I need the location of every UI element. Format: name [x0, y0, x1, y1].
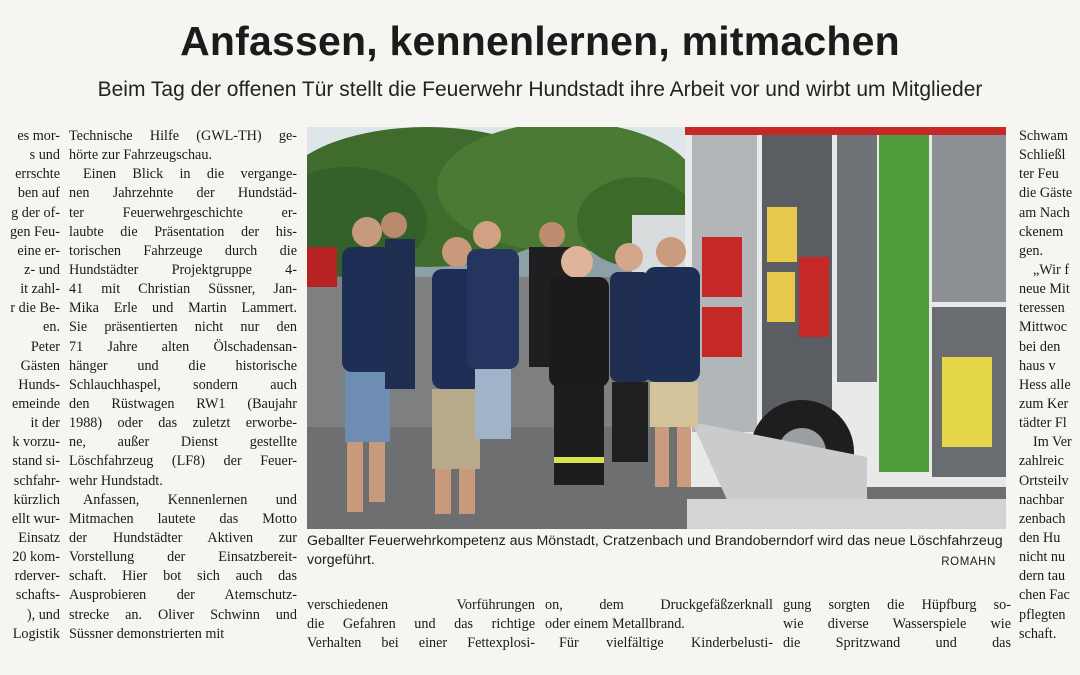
text-line: 1988) oder das zuletzt erworbe-	[69, 415, 297, 432]
text-line: Sie präsentierten nicht nur den	[69, 319, 297, 336]
text-line: schafts-	[15, 587, 60, 604]
text-line: gen.	[1019, 242, 1044, 259]
text-line: es mor-	[17, 128, 60, 144]
main-text-column	[69, 127, 297, 644]
firefighters-photo	[307, 127, 1006, 529]
bottom-column-2	[545, 596, 773, 653]
text-line: teressen	[1019, 300, 1065, 317]
text-line: nicht nu	[1019, 549, 1066, 566]
text-line: oder einem Metallbrand.	[545, 616, 685, 633]
text-line: ter Feuerwehrgeschichte er-	[69, 204, 297, 221]
text-line: gung sorgten die Hüpfburg so-	[783, 597, 1011, 613]
text-line: Schließl	[1019, 147, 1066, 164]
bottom-column-3	[783, 596, 1011, 653]
text-line: zenbach	[1019, 510, 1066, 527]
headline: Anfassen, kennenlernen, mitmachen	[180, 18, 900, 64]
text-line: g der of-	[11, 204, 60, 221]
caption-text: Geballter Feuerwehrkompetenz aus Mönstadt, Cratzenbach und Brandoberndorf wird das neue Löschfahrzeug vorgeführt.	[307, 533, 1003, 568]
text-line: Einsatz	[18, 529, 60, 546]
text-line: Hundstädter Projektgruppe 4-	[69, 261, 297, 278]
text-line: nachbar	[1019, 491, 1064, 508]
text-line: den Hu	[1019, 529, 1061, 546]
text-line: die Gefahren und das richtige	[307, 616, 535, 633]
text-line: Ausprobieren der Atemschutz-	[69, 587, 297, 604]
text-line: pflegten	[1019, 606, 1066, 623]
text-line: it der	[30, 415, 60, 432]
article-photo	[307, 127, 1006, 529]
text-line: r die Be-	[10, 300, 60, 317]
text-line: ter Feu	[1019, 166, 1059, 183]
text-line: Gästen	[20, 357, 60, 374]
photo-credit: ROMAHN	[941, 556, 996, 568]
text-line: Vorstellung der Einsatzbereit-	[69, 549, 297, 566]
text-line: nen Jahrzehnte der Hundstäd-	[69, 185, 297, 202]
text-line: haus v	[1019, 357, 1056, 374]
text-line: schfahr-	[13, 472, 60, 489]
text-line: Technische Hilfe (GWL-TH) ge-	[69, 128, 297, 144]
text-line: 41 mit Christian Süssner, Jan-	[69, 281, 297, 298]
left-column-fragment	[0, 127, 60, 644]
text-line: Löschfahrzeug (LF8) der Feuer-	[69, 453, 297, 470]
subheadline: Beim Tag der offenen Tür stellt die Feuerwehr Hundstadt ihre Arbeit vor und wirbt um Mitglieder	[97, 78, 983, 101]
text-line: wie diverse Wasserspiele wie	[783, 616, 1011, 633]
text-line: die Spritzwand und das	[783, 635, 1011, 652]
text-line: errschte	[15, 166, 60, 183]
text-line: neue Mit	[1019, 281, 1070, 298]
text-line: Mitmachen lautete das Motto	[69, 510, 297, 527]
text-line: Schwam	[1019, 128, 1068, 144]
text-line: Süssner demonstrierten mit	[69, 625, 225, 642]
text-line: Im Ver	[1033, 434, 1072, 451]
text-line: schaft.	[1019, 625, 1057, 642]
text-line: verschiedenen Vorführungen	[307, 597, 535, 613]
text-line: tädter Fl	[1019, 415, 1067, 432]
text-line: strecke an. Oliver Schwinn und	[69, 606, 297, 623]
fire-truck	[685, 127, 1006, 529]
text-line: z- und	[24, 261, 60, 278]
text-line: chen Fac	[1019, 587, 1070, 604]
text-line: en.	[43, 319, 60, 336]
text-line: Schlauchhaspel, sondern auch	[69, 376, 297, 393]
text-line: Logistik	[12, 625, 60, 642]
photo-caption	[307, 532, 1006, 570]
text-line: k vorzu-	[12, 434, 60, 451]
text-line: zahlreic	[1019, 453, 1064, 470]
text-line: Mika Erle und Martin Lammert.	[69, 300, 297, 317]
text-line: it zahl-	[20, 281, 60, 298]
text-line: Hess alle	[1019, 376, 1071, 393]
text-line: ellt wur-	[11, 510, 60, 527]
text-line: die Gäste	[1019, 185, 1073, 202]
text-line: hörte zur Fahrzeugschau.	[69, 147, 212, 164]
text-line: ben auf	[17, 185, 60, 202]
text-line: der Hundstädter Aktiven zur	[69, 529, 297, 546]
text-line: emeinde	[11, 395, 60, 412]
text-line: bei den	[1019, 338, 1061, 355]
text-line: stand si-	[12, 453, 60, 470]
text-line: Für vielfältige Kinderbelusti-	[559, 635, 773, 652]
text-line: ), und	[26, 606, 60, 623]
text-line: Verhalten bei einer Fettexplosi-	[307, 635, 535, 652]
text-line: 20 kom-	[12, 549, 60, 566]
text-line: schaft. Hier bot sich auch das	[69, 568, 297, 585]
text-line: Ortsteilv	[1019, 472, 1069, 489]
text-line: Anfassen, Kennenlernen und	[83, 491, 297, 508]
text-line: Hunds-	[18, 376, 60, 393]
text-line: 71 Jahre alten Ölschadensan-	[69, 338, 297, 355]
text-line: „Wir f	[1033, 261, 1070, 278]
text-line: ne, außer Dienst gestellte	[69, 434, 297, 451]
text-line: hänger und die historische	[69, 357, 297, 374]
text-line: eine er-	[17, 242, 60, 259]
text-line: wehr Hundstadt.	[69, 472, 163, 489]
text-line: rderver-	[14, 568, 60, 585]
text-line: zum Ker	[1019, 395, 1069, 412]
text-line: Peter	[30, 338, 60, 355]
text-line: ckenem	[1019, 223, 1064, 240]
text-line: torischen Fahrzeuge durch die	[69, 242, 297, 259]
text-line: laubte die Präsentation der his-	[69, 223, 297, 240]
text-line: Mittwoc	[1019, 319, 1068, 336]
text-line: dern tau	[1019, 568, 1066, 585]
right-column-fragment	[1019, 127, 1080, 644]
text-line: kürzlich	[13, 491, 60, 508]
text-line: gen Feu-	[9, 223, 60, 240]
text-line: s und	[29, 147, 60, 164]
text-line: am Nach	[1019, 204, 1070, 221]
text-line: on, dem Druckgefäßzerknall	[545, 597, 773, 613]
text-line: den Rüstwagen RW1 (Baujahr	[69, 395, 297, 412]
text-line: Einen Blick in die vergange-	[83, 166, 297, 183]
bottom-column-1	[307, 596, 535, 653]
